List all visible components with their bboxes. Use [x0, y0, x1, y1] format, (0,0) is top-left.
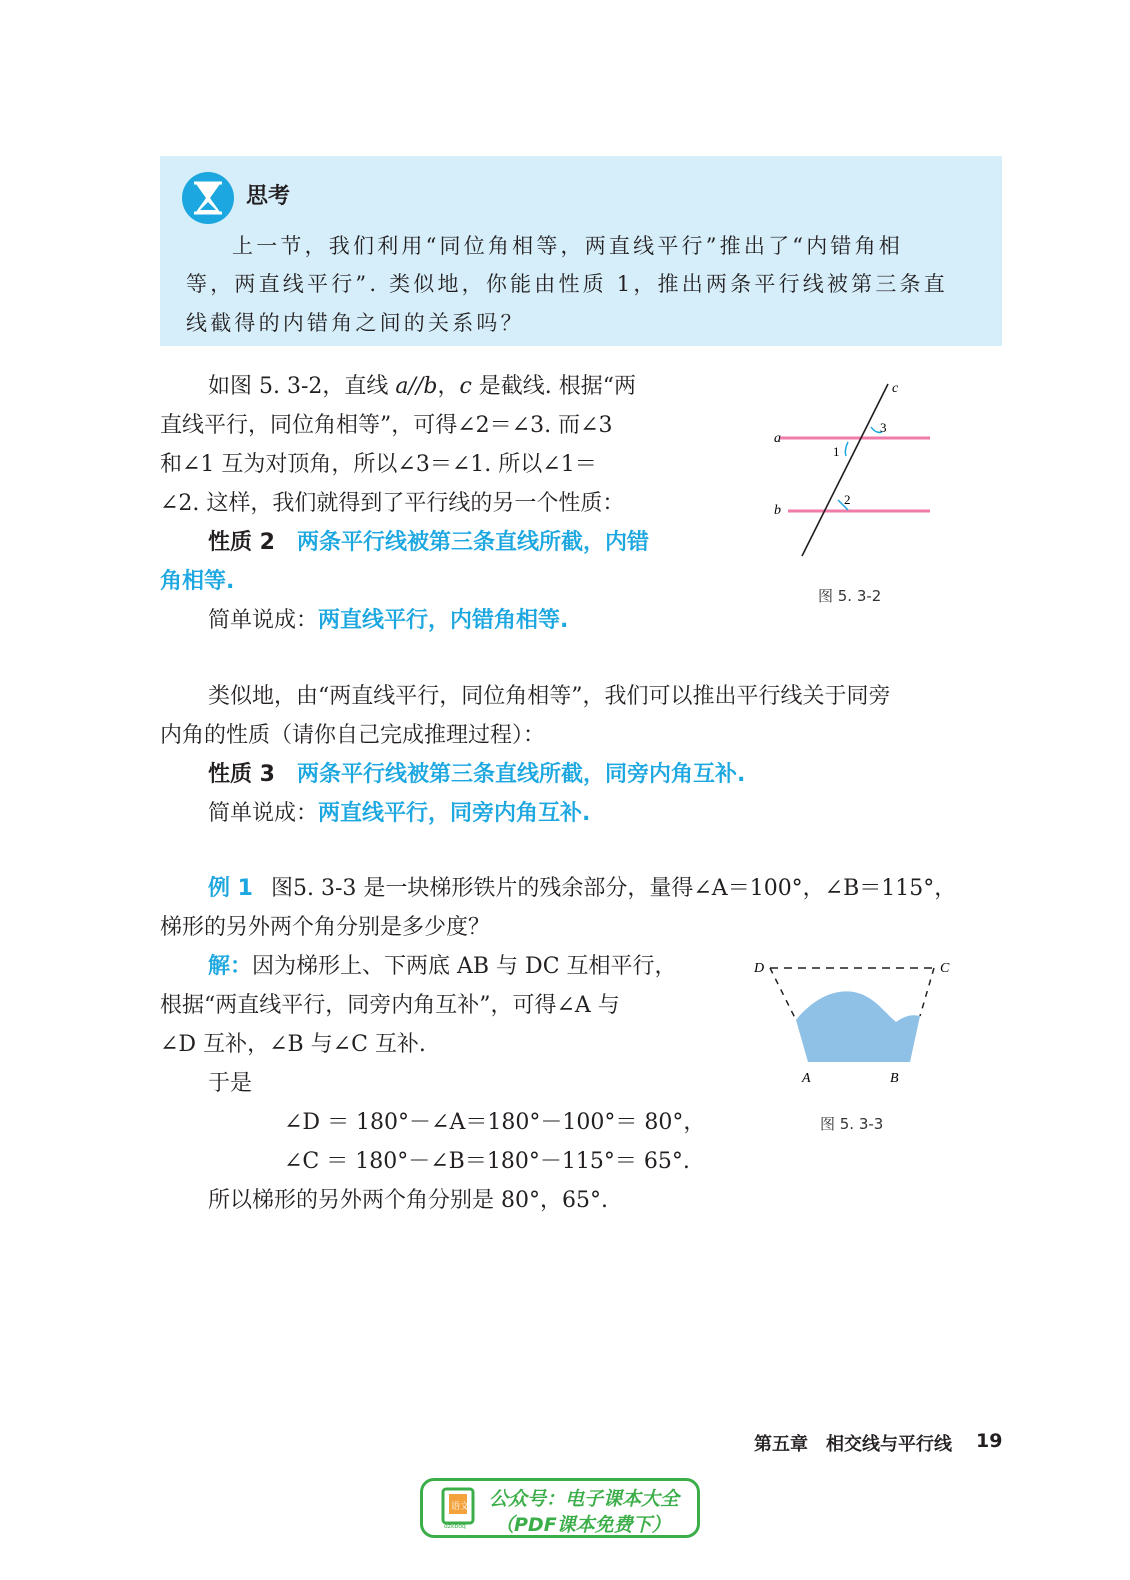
book-icon-sub: dzkbdq: [444, 1523, 466, 1529]
property2-line-1: [208, 524, 649, 562]
side-da: [770, 968, 796, 1020]
line-c: [802, 384, 888, 556]
short-text: 两直线平行，内错角相等.: [318, 608, 569, 633]
example-conclusion: 所以梯形的另外两个角分别是 80°，65°.: [208, 1188, 608, 1213]
trapezoid-remnant: [796, 991, 920, 1062]
para1-line-4: ∠2. 这样，我们就得到了平行线的另一个性质：: [160, 491, 625, 516]
think-line-1: 上一节，我们利用“同位角相等，两直线平行”推出了“内错角相: [232, 234, 904, 258]
property3-short: [208, 795, 590, 833]
example-line-1: [208, 870, 956, 908]
property3-label: 性质 3: [208, 762, 275, 787]
property2-label: 性质 2: [208, 530, 275, 555]
label-c: C: [940, 961, 950, 976]
solution-line-3: ∠D 互补，∠B 与∠C 互补.: [160, 1032, 426, 1057]
property2-short: [208, 602, 568, 640]
para1-line-3: 和∠1 互为对顶角，所以∠3＝∠1. 所以∠1＝: [160, 452, 597, 477]
book-icon-text: 语文: [451, 1502, 470, 1512]
label-b: B: [890, 1071, 899, 1086]
label-a: a: [774, 431, 781, 446]
equation-c: ∠C ＝ 180°－∠B＝180°－115°＝ 65°.: [284, 1149, 690, 1174]
label-d: D: [754, 961, 765, 976]
angle-1-label: 1: [833, 444, 840, 459]
solution-line-1: [208, 948, 677, 986]
property2-text: 两条平行线被第三条直线所截，内错: [296, 530, 649, 555]
angle-3-label: 3: [880, 420, 887, 435]
watermark-stamp: [420, 1478, 700, 1538]
think-line-2: 等，两直线平行”. 类似地，你能由性质 1，推出两条平行线被第三条直: [186, 272, 948, 296]
figure-5-3-2: [760, 372, 950, 572]
figure-5-3-3-caption: 图 5. 3-3: [820, 1115, 884, 1133]
hourglass-icon: [182, 172, 234, 224]
para1-line-1: [208, 368, 636, 406]
example-line-2: 梯形的另外两个角分别是多少度？: [160, 915, 491, 940]
para2-line-2: 内角的性质（请你自己完成推理过程）：: [160, 723, 546, 748]
property3-text: 两条平行线被第三条直线所截，同旁内角互补.: [296, 762, 746, 787]
angle-2-label: 2: [844, 492, 851, 507]
para1-line-2: 直线平行，同位角相等”，可得∠2＝∠3. 而∠3: [160, 413, 613, 438]
footer-chapter: 第五章 相交线与平行线: [754, 1434, 952, 1455]
solution-text: 因为梯形上、下两底 AB 与 DC 互相平行，: [252, 954, 677, 979]
math-c: c: [459, 374, 472, 399]
math-a-parallel-b: a//b: [395, 374, 438, 399]
short-label: 简单说成：: [208, 801, 319, 826]
short-text: 两直线平行，同旁内角互补.: [318, 801, 591, 826]
think-line-3: 线截得的内错角之间的关系吗？: [186, 311, 525, 335]
label-b: b: [774, 503, 781, 518]
side-cb: [920, 968, 934, 1016]
example-question: 图5. 3-3 是一块梯形铁片的残余部分，量得∠A＝100°，∠B＝115°，: [270, 876, 957, 901]
book-icon: [441, 1487, 479, 1529]
stamp-line-1: 公众号：电子课本大全: [489, 1488, 680, 1510]
para2-line-1: 类似地，由“两直线平行，同位角相等”，我们可以推出平行线关于同旁: [208, 684, 891, 709]
figure-5-3-2-caption: 图 5. 3-2: [818, 587, 882, 605]
think-title: 思考: [246, 184, 291, 209]
property3-line: [208, 756, 745, 794]
para1-comma: ，: [437, 374, 460, 399]
para1-text-end: 是截线. 根据“两: [471, 374, 637, 399]
solution-line-4: 于是: [208, 1071, 253, 1096]
label-a: A: [802, 1071, 811, 1086]
figure-5-3-3: [748, 950, 968, 1090]
stamp-line-2: （PDF课本免费下）: [495, 1514, 671, 1536]
solution-label: 解：: [208, 954, 253, 979]
para1-text: 如图 5. 3-2，直线: [208, 374, 396, 399]
page-number: 19: [976, 1430, 1003, 1452]
property2-line-2: 角相等.: [160, 569, 235, 594]
label-c: c: [892, 381, 899, 396]
angle-1-arc: [845, 442, 848, 456]
equation-d: ∠D ＝ 180°－∠A＝180°－100°＝ 80°，: [284, 1110, 706, 1135]
short-label: 简单说成：: [208, 608, 319, 633]
solution-line-2: 根据“两直线平行，同旁内角互补”，可得∠A 与: [160, 993, 620, 1018]
example-label: 例 1: [208, 876, 253, 901]
